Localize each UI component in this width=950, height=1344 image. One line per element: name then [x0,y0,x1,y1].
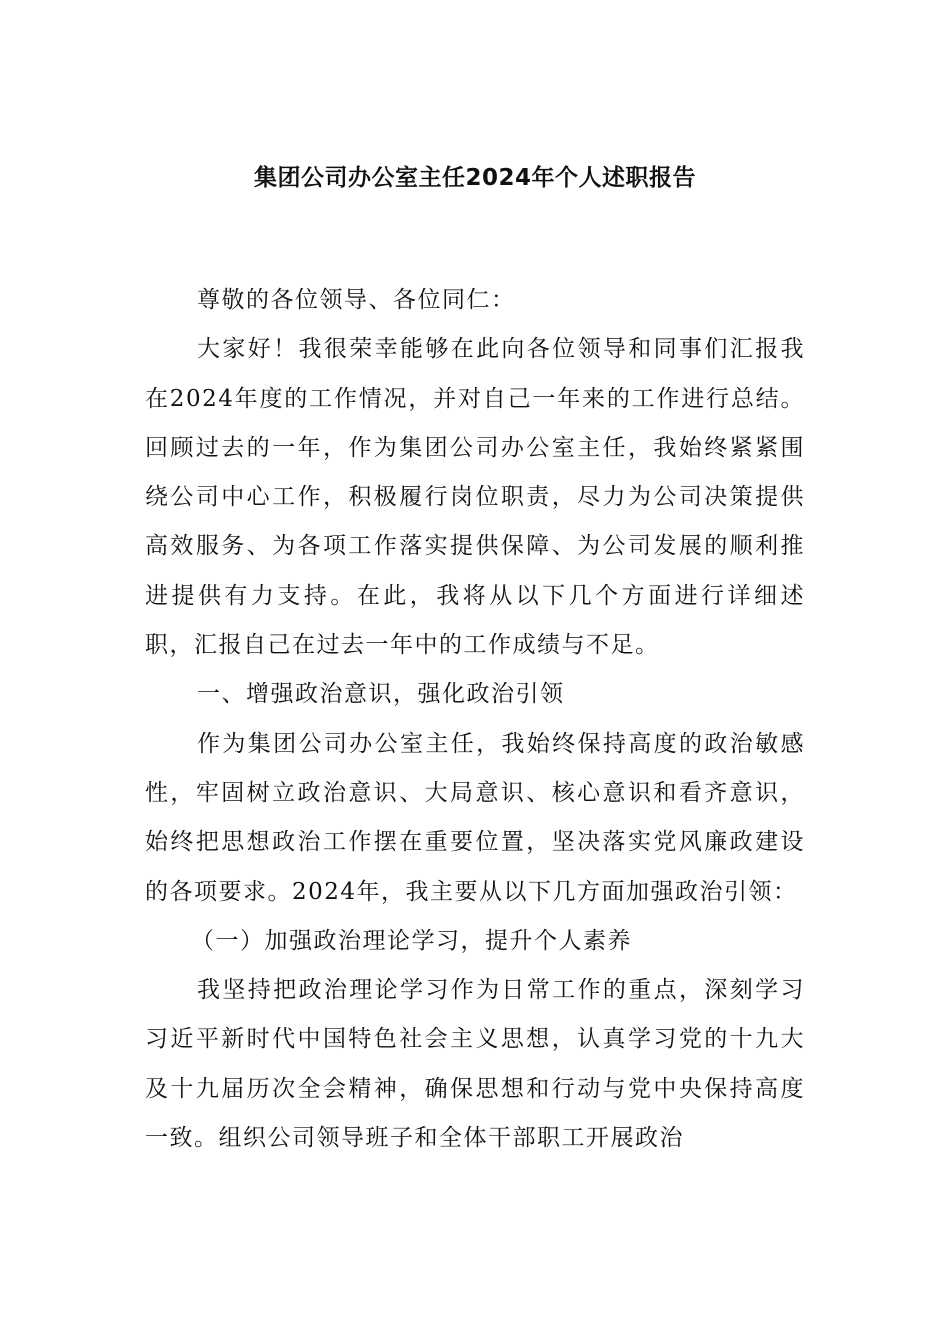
section-heading-1: 一、增强政治意识，强化政治引领 [197,681,565,708]
document-body [145,276,805,1163]
paragraph-subsection-1: 我坚持把政治理论学习作为日常工作的重点，深刻学习习近平新时代中国特色社会主义思想，认真学习党的十九大及十九届历次全会精神，确保思想和行动与党中央保持高度一致。组织公司领导班子和全体干部职工开展政治 [145,977,805,1152]
paragraph-section-1: 作为集团公司办公室主任，我始终保持高度的政治敏感性，牢固树立政治意识、大局意识、核心意识和看齐意识，始终把思想政治工作摆在重要位置，坚决落实党风廉政建设的各项要求。2024年，我主要从以下几方面加强政治引领： [145,730,805,905]
paragraph-intro: 大家好！我很荣幸能够在此向各位领导和同事们汇报我在2024年度的工作情况，并对自己一年来的工作进行总结。回顾过去的一年，作为集团公司办公室主任，我始终紧紧围绕公司中心工作，积极履行岗位职责，尽力为公司决策提供高效服务、为各项工作落实提供保障、为公司发展的顺利推进提供有力支持。在此，我将从以下几个方面进行详细述职，汇报自己在过去一年中的工作成绩与不足。 [145,336,805,659]
document-title: 集团公司办公室主任2024年个人述职报告 [253,165,696,191]
salutation: 尊敬的各位领导、各位同仁： [197,287,516,313]
subsection-heading-1: （一）加强政治理论学习，提升个人素养 [191,927,632,954]
